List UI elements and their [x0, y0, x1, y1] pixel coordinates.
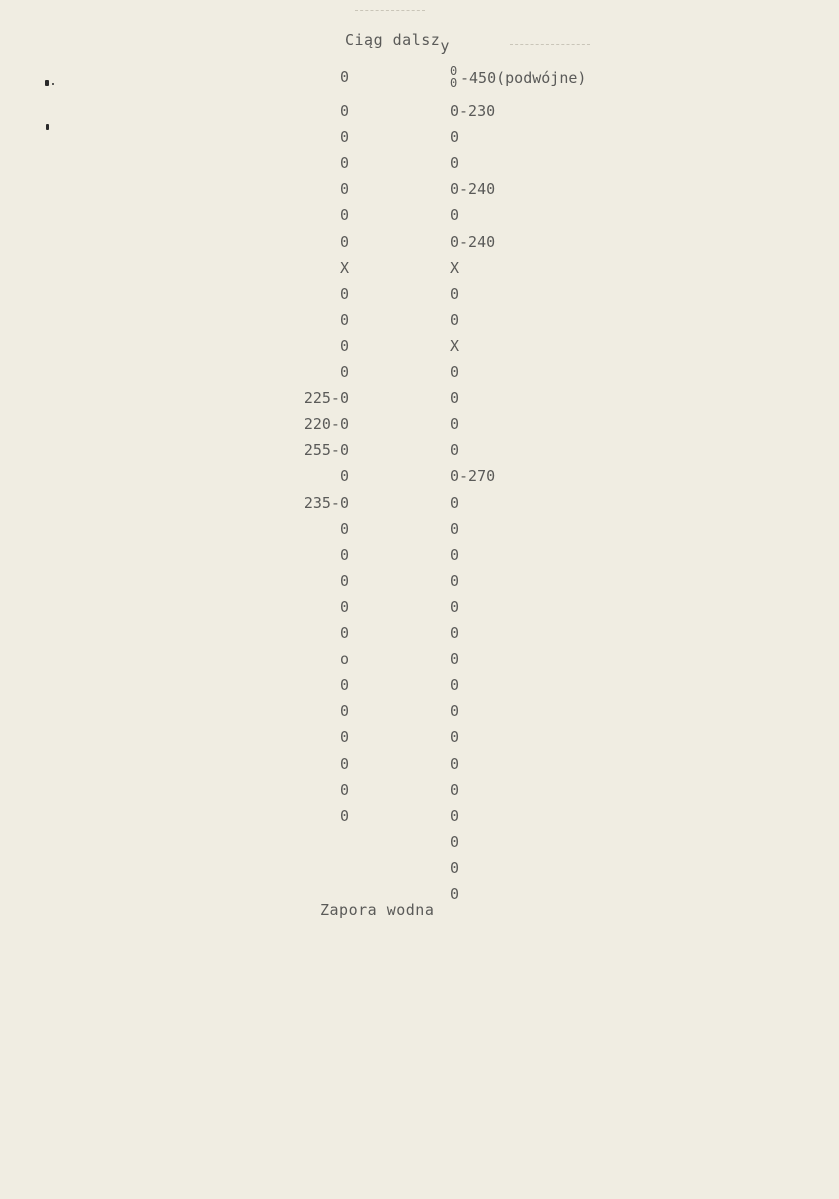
right-column-cell: 0 — [450, 128, 460, 146]
left-column-cell: 0 — [339, 676, 349, 694]
right-column-cell: X — [450, 259, 460, 277]
stacked-zeros: 0 0 — [450, 64, 458, 90]
left-column-cell: 225-0 — [303, 389, 349, 407]
heading-subscript: y — [440, 37, 450, 55]
footer-caption: Zapora wodna — [320, 901, 435, 919]
right-column-cell: 0 — [450, 546, 460, 564]
right-column-cell: X — [450, 337, 460, 355]
right-column-cell: 0 — [450, 728, 460, 746]
right-column-cell: 0 — [450, 441, 460, 459]
left-column-cell: 235-0 — [303, 494, 349, 512]
left-column-cell: 0 — [339, 467, 349, 485]
heading-main: Ciąg dalsz — [345, 31, 441, 49]
left-column-cell: 0 — [339, 546, 349, 564]
right-column-cell: 0 — [450, 154, 460, 172]
margin-mark-small — [52, 83, 54, 85]
right-column-cell: 0-270 — [450, 467, 496, 485]
right-column-cell: 0 — [450, 206, 460, 224]
left-column-cell: 0 — [339, 363, 349, 381]
left-column-cell: 0 — [339, 624, 349, 642]
right-column-cell: 0 — [450, 389, 460, 407]
margin-mark — [46, 124, 49, 130]
left-column-cell: o — [339, 650, 349, 668]
right-column-cell: 0-240 — [450, 180, 496, 198]
right-column-cell: 0 — [450, 807, 460, 825]
left-column-cell: 0 — [339, 337, 349, 355]
right-column-cell: 0 — [450, 520, 460, 538]
right-column-cell: 0 — [450, 494, 460, 512]
right-column-cell: 0 — [450, 676, 460, 694]
left-column-cell: X — [339, 259, 349, 277]
right-column-cell: 0 — [450, 285, 460, 303]
left-column-cell: 0 — [339, 311, 349, 329]
right-column-cell: 0 — [450, 363, 460, 381]
right-column-cell: 0 — [450, 415, 460, 433]
right-column-cell: 0 — [450, 624, 460, 642]
right-column-cell: 0 — [450, 833, 460, 851]
right-column-cell: 0 — [450, 702, 460, 720]
left-column-cell: 0 — [339, 128, 349, 146]
left-column-cell: 0 — [339, 781, 349, 799]
left-column-cell: 0 — [339, 520, 349, 538]
faint-top-dashes — [355, 10, 425, 12]
left-column-cell-first: 0 — [339, 68, 349, 86]
right-column-cell: 0 — [450, 885, 460, 903]
left-column-cell: 0 — [339, 102, 349, 120]
margin-mark — [45, 80, 49, 86]
left-column-cell: 220-0 — [303, 415, 349, 433]
page-heading — [345, 31, 450, 55]
left-column-cell: 255-0 — [303, 441, 349, 459]
right-column-cell: 0-230 — [450, 102, 496, 120]
left-column-cell: 0 — [339, 755, 349, 773]
left-column-cell: 0 — [339, 233, 349, 251]
left-column-cell: 0 — [339, 180, 349, 198]
right-column-cell: 0 — [450, 311, 460, 329]
left-column-cell: 0 — [339, 572, 349, 590]
right-column-cell: 0 — [450, 572, 460, 590]
left-column-cell: 0 — [339, 154, 349, 172]
left-column-cell: 0 — [339, 728, 349, 746]
right-column-cell: 0 — [450, 650, 460, 668]
right-column-cell-first — [450, 64, 587, 90]
left-column-cell: 0 — [339, 206, 349, 224]
right-column-cell: 0 — [450, 598, 460, 616]
left-column-cell: 0 — [339, 285, 349, 303]
faint-header-dashes — [510, 44, 590, 46]
right-column-cell: 0 — [450, 781, 460, 799]
left-column-cell: 0 — [339, 807, 349, 825]
right-column-cell: 0-240 — [450, 233, 496, 251]
right-column-cell: 0 — [450, 755, 460, 773]
first-row-suffix: -450(podwójne) — [460, 69, 587, 87]
left-column-cell: 0 — [339, 702, 349, 720]
right-column-cell: 0 — [450, 859, 460, 877]
left-column-cell: 0 — [339, 598, 349, 616]
